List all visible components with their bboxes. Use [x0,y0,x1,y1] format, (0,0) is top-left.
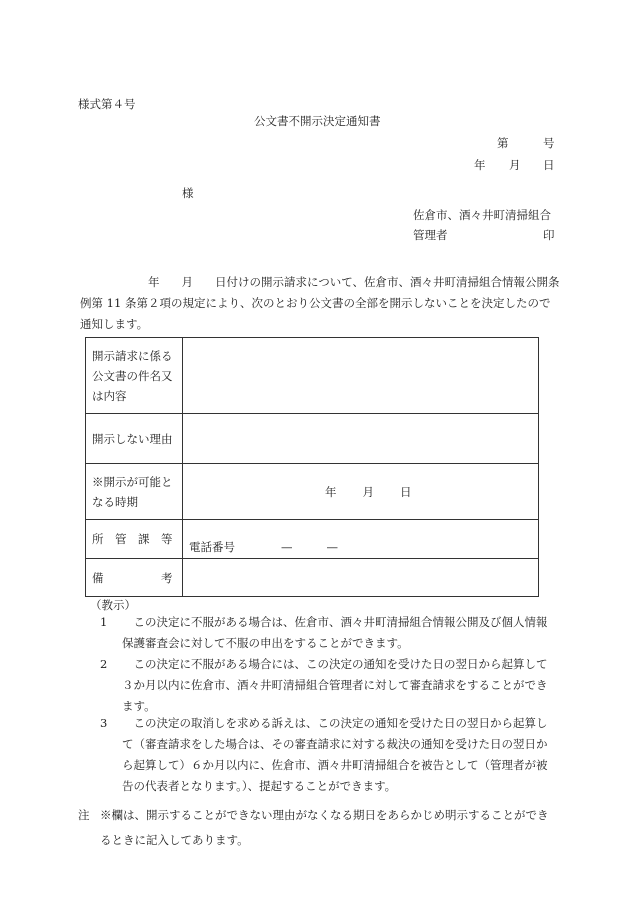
reason-label: 開示しない理由 [86,414,183,464]
table-row [86,414,539,464]
decision-table [85,337,539,597]
issuer-role: 管理者 [413,228,448,242]
instruction-item [100,713,550,797]
form-number: 様式第４号 [78,97,136,111]
reason-value [183,414,539,464]
table-row [86,338,539,414]
period-day: 日 [400,484,412,499]
phone-dash-2: — [326,540,338,554]
table-row [86,464,539,520]
period-year: 年 [325,484,337,499]
phone-label: 電話番号 [189,540,235,554]
seal-mark: 印 [543,228,555,242]
date-month: 月 [509,158,521,172]
period-value [183,464,539,520]
footnote-text: ※欄は、開示することができない理由がなくなる期日をあらかじめ明示することができるときに記入してあります。 [100,808,549,847]
instruction-text: この決定の取消しを求める訴えは、この決定の通知を受けた日の翌日から起算して（審査請求をした場合は、その審査請求に対する裁決の通知を受けた日の翌日から起算して）６か月以内に、佐倉市、酒々井町清掃組合を被告として（管理者が被告の代表者となります。）、提起することができます。 [122,716,548,793]
subject-value [183,338,539,414]
instruction-number: 3 [100,716,108,730]
instruction-item [100,612,550,654]
instruction-text: この決定に不服がある場合は、佐倉市、酒々井町清掃組合情報公開及び個人情報保護審査会に対して不服の申出をすることができます。 [122,615,548,650]
phone-dash-1: — [281,540,293,554]
intro-text: 日付けの開示請求について、佐倉市、酒々井町清掃組合情報公開条例第 11 条第２項の規定により、次のとおり公文書の全部を開示しないことを決定したので通知します。 [80,275,560,331]
instruction-number: 1 [100,615,108,629]
addressee-suffix: 様 [182,186,194,200]
intro-paragraph [80,272,560,335]
instruction-number: 2 [100,657,108,671]
document-title: 公文書不開示決定通知書 [254,114,381,128]
instruction-text: この決定に不服がある場合には、この決定の通知を受けた日の翌日から起算して３か月以内に佐倉市、酒々井町清掃組合管理者に対して審査請求をすることができます。 [122,657,548,713]
doc-number-prefix: 第 [497,136,509,150]
issuer-org: 佐倉市、酒々井町清掃組合 [413,208,551,222]
doc-number-suffix: 号 [543,136,555,150]
period-month: 月 [362,484,374,499]
subject-label: 開示請求に係る公文書の件名又は内容 [86,338,183,414]
remarks-label: 備 考 [86,559,183,597]
intro-year: 年 [148,275,160,289]
dept-value [183,520,539,559]
dept-label: 所 管 課 等 [86,520,183,559]
table-row [86,559,539,597]
date-day: 日 [543,158,555,172]
period-label: ※開示が可能となる時期 [86,464,183,520]
instruction-item [100,654,550,717]
footnote-label: 注 [78,808,90,822]
footnote [78,803,558,853]
remarks-value [183,559,539,597]
table-row [86,520,539,559]
instructions-heading: （教示） [90,598,136,612]
date-year: 年 [474,158,486,172]
intro-month: 月 [181,275,193,289]
